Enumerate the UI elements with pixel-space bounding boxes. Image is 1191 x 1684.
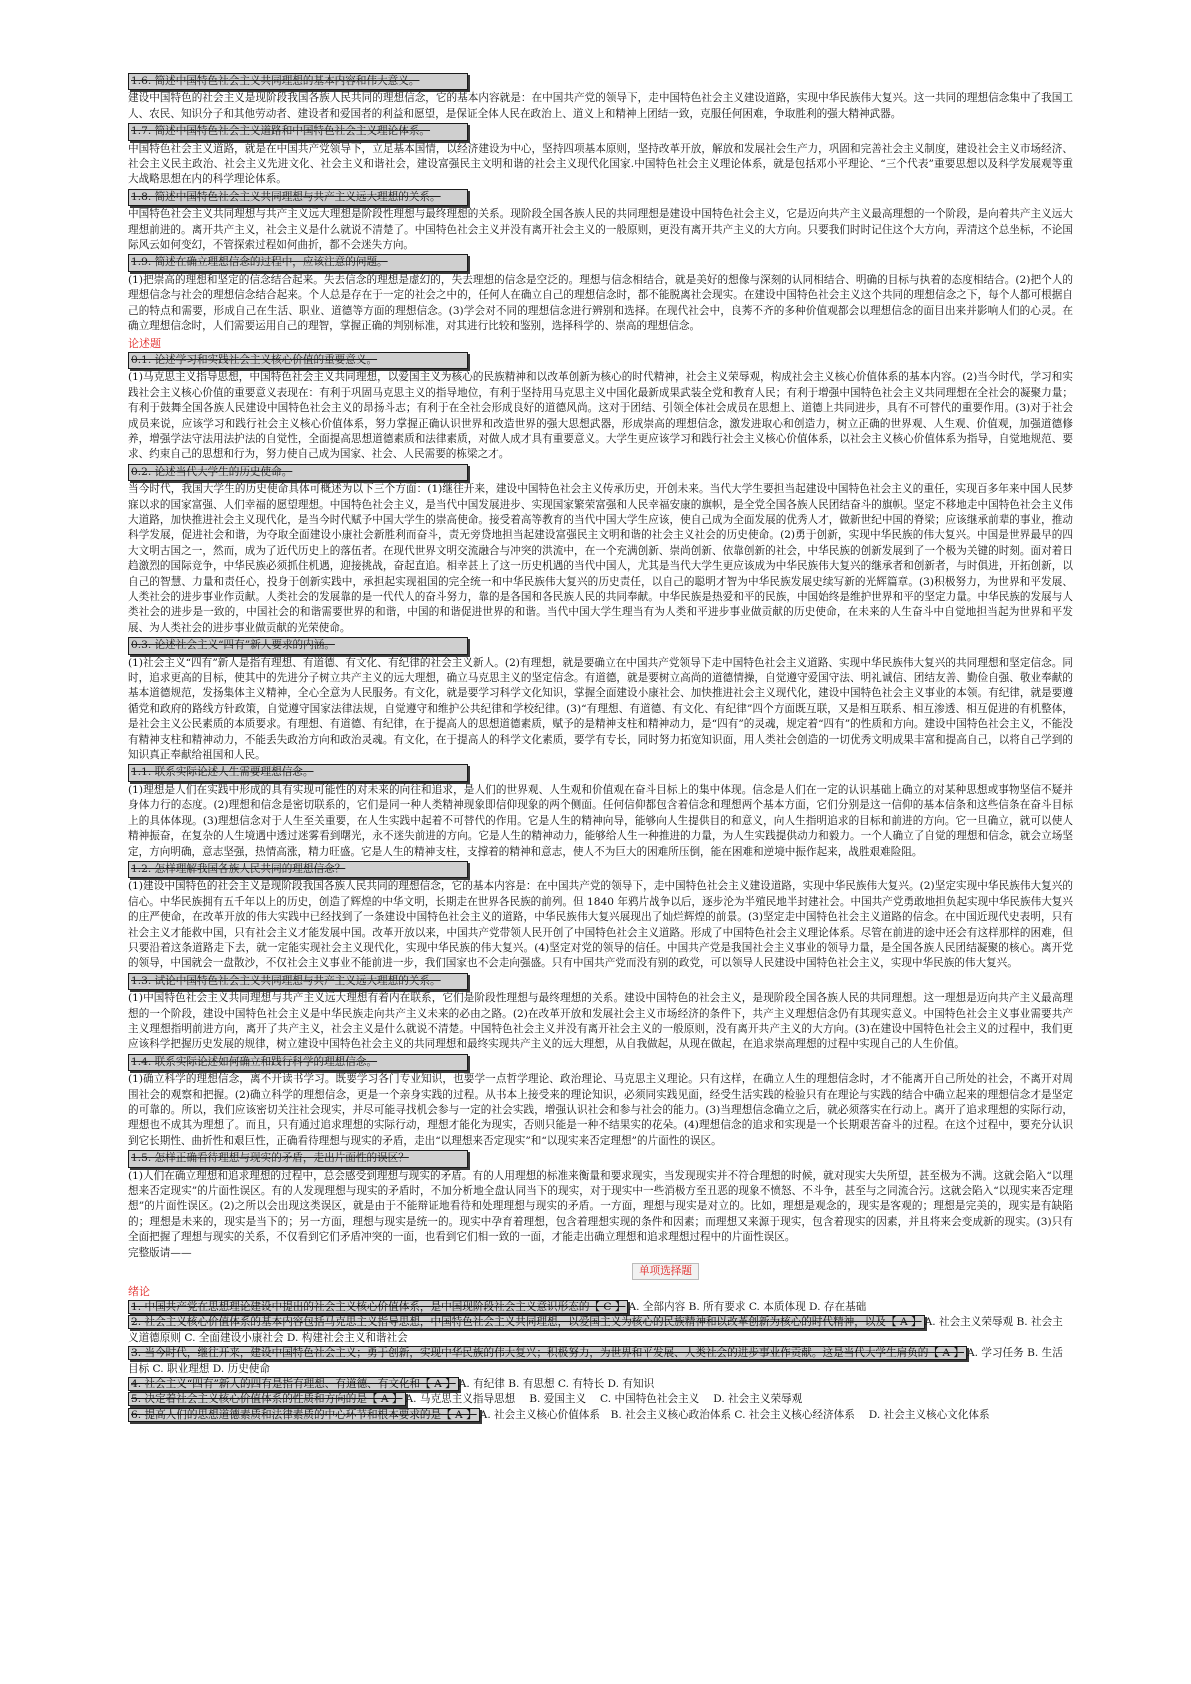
answer-text: (1)中国特色社会主义共同理想与共产主义远大理想有着内在联系，它们是阶段性理想与最终理想的关系。建设中国特色的社会主义，是现阶段全国各族人民的共同理想。这一理想是迈向共产主义最高理想的一个阶段，建设中国特色社会主义是中华民族走向共产主义未来的必由之路。(2)在改革开放和发展社会主义市场经济的条件下，共产主义理想信念仍有其现实意义。中国特色社会主义事业需要共产主义理想指明前进方向，离开了共产主义，社会主义是什么就说不清楚。中国特色社会主义并没有离开社会主义的一般原则，没有离开共产主义的大方向。(3)在建设中国特色社会主义的过程中，我们更应该科学把握历史发展的规律，树立建设中国特色社会主义的共同理想和最终实现共产主义的远大理想，从自我做起，从现在做起，在追求崇高理想的过程中实现自己的人生价值。 bbox=[128, 992, 1073, 1051]
choice-question-4 bbox=[128, 1377, 1073, 1392]
question-options: A. 社会主义核心价值体系 B. 社会主义核心政治体系 C. 社会主义核心经济体系 D. 社会主义核心文化体系 bbox=[479, 1408, 990, 1421]
qa-block-1-1 bbox=[128, 763, 1073, 859]
qa-block-0-2 bbox=[128, 463, 1073, 636]
question-heading: 1.1. 联系实际论述人生需要理想信念。 bbox=[128, 764, 468, 781]
answer-text: 建设中国特色的社会主义是现阶段我国各族人民共同的理想信念，它的基本内容就是：在中国共产党的领导下，走中国特色社会主义建设道路，实现中华民族伟大复兴。这一共同的理想信念集中了我国工人、农民、知识分子和其他劳动者、建设者和爱国者的利益和愿望，是保证全体人民在政治上、道义上和精神上团结一致，克服任何困难，争取胜利的强大精神武器。 bbox=[128, 92, 1073, 120]
question-heading: 1.2. 怎样理解我国各族人民共同的理想信念？ bbox=[128, 861, 468, 878]
qa-block-1-7 bbox=[128, 122, 1073, 188]
question-options: A. 全部内容 B. 所有要求 C. 本质体现 D. 存在基础 bbox=[628, 1300, 867, 1313]
question-stem: 6. 提高人们的思想道德素质和法律素质的中心环节和根本要求的是【 A 】 bbox=[128, 1408, 480, 1422]
answer-text: 中国特色社会主义道路，就是在中国共产党领导下，立足基本国情，以经济建设为中心，坚持四项基本原则，坚持改革开放，解放和发展社会生产力，巩固和完善社会主义制度，建设社会主义市场经济、社会主义民主政治、社会主义先进文化、社会主义和谐社会，建设富强民主文明和谐的社会主义现代化国家.中国特色社会主义理论体系，就是包括邓小平理论、“三个代表”重要思想以及科学发展观等重大战略思想在内的科学理论体系。 bbox=[128, 142, 1073, 186]
question-options: A. 社会主义荣辱观 B. 社会主义道德原则 C. 全面建设小康社会 D. 构建社会主义和谐社会 bbox=[128, 1316, 1063, 1344]
single-choice-title-wrap bbox=[128, 1263, 1073, 1280]
qa-block-1-4 bbox=[128, 1053, 1073, 1149]
question-heading: 0.3. 论述社会主义“四有”新人要求的内涵。 bbox=[128, 637, 468, 654]
full-version-note: 完整版请—— bbox=[128, 1246, 192, 1259]
answer-text: 当今时代，我国大学生的历史使命具体可概述为以下三个方面：(1)继往开来，建设中国特色社会主义传承历史，开创未来。当代大学生要担当起建设中国特色社会主义的重任，实现百多年来中国人民梦寐以求的国家富强、人们幸福的愿望理想。中国特色社会主义，是当代中国发展进步、实现国家繁荣富强和人民幸福安康的旗帜，是全党全国各族人民团结奋斗的旗帜。坚定不移地走中国特色社会主义伟大道路，加快推进社会主义现代化，是当今时代赋予中国大学生的崇高使命。接受着高等教育的当代中国大学生应该，使自己成为全面发展的优秀人才，做新世纪中国的脊梁；应该继承前辈的事业，推动科学发展，促进社会和谐，为夺取全面建设小康社会新胜利而奋斗，责无旁贷地担当起建设富强民主文明和谐的社会主义社会的历史使命。(2)勇于创新，实现中华民族的伟大复兴。中国是世界最早的四大文明古国之一，然而，成为了近代历史上的落伍者。在现代世界文明交流融合与冲突的洪流中，在一个充满创新、崇尚创新、依靠创新的社会，中华民族的创新发展到了一个极为关键的时刻。面对着日趋激烈的国际竞争，中华民族必须抓住机遇，迎接挑战，奋起直追。相幸甚上了这一历史机遇的当代中国人，尤其是当代大学生更应该成为中华民族伟大复兴的继承者和创新者，与时俱进，开拓创新，以自己的智慧、力量和责任心，投身于创新实践中，承担起实现祖国的完全统一和中华民族伟大复兴的历史责任，以自己的聪明才智为中华民族发展史续写新的光辉篇章。(3)积极努力，为世界和平发展、人类社会的进步事业作贡献。人类社会的发展靠的是一代代人的奋斗努力，靠的是各国和各民族人民的共同奉献。中华民族是热爱和平的民族，中国始终是维护世界和平的坚定力量。中华民族的发展与人类社会的进步是一致的，中国社会的和谐需要世界的和谐，中国的和谐促进世界的和谐。当代中国大学生理当有为人类和平进步事业做贡献的历史使命，在未来的人生奋斗中自觉地担当起为世界和平发展、为人类社会的进步事业做贡献的光荣使命。 bbox=[128, 483, 1073, 634]
section-title-introduction: 绪论 bbox=[128, 1285, 150, 1299]
question-heading: 1.5. 怎样正确看待理想与现实的矛盾，走出片面性的误区？ bbox=[128, 1150, 468, 1167]
choice-question-5 bbox=[128, 1392, 1073, 1407]
question-heading: 0.2. 论述当代大学生的历史使命。 bbox=[128, 464, 468, 481]
choice-question-1 bbox=[128, 1300, 1073, 1315]
choice-question-6 bbox=[128, 1408, 1073, 1423]
question-heading: 0.1. 论述学习和实践社会主义核心价值的重要意义。 bbox=[128, 352, 468, 369]
qa-block-0-3 bbox=[128, 636, 1073, 763]
question-heading: 1.9. 简述在确立理想信念的过程中，应该注意的问题。 bbox=[128, 254, 468, 271]
question-stem: 4. 社会主义“四有”新人的四有是指有理想、有道德、有文化和【 A 】 bbox=[128, 1377, 459, 1391]
answer-text: (1)理想是人们在实践中形成的具有实现可能性的对未来的向往和追求，是人们的世界观、人生观和价值观在奋斗目标上的集中体现。信念是人们在一定的认识基础上确立的对某种思想或事物坚信不疑并身体力行的态度。(2)理想和信念是密切联系的，它们是同一种人类精神现象即信仰现象的两个侧面。任何信仰都包含着信念和理想两个基本方面，它们分别是这一信仰的基本信条和这些信条在奋斗目标上的具体体现。(3)理想信念对于人生至关重要，在人生实践中起着不可替代的作用。它是人生的精神向导，能够向人生提供目的和意义，向人生指明追求的目标和前进的方向。它一旦确立，就可以使人精神振奋，在复杂的人生境遇中透过迷雾看到曙光，永不迷失前进的方向。它是人生的精神动力，能够给人生一种推进的力量，为人生实践提供动力和毅力。一个人确立了自觉的理想和信念，就会立场坚定，方向明确，意志坚强，热情高涨，精力旺盛。它是人生的精神支柱，支撑着的精神和意志，使人不为巨大的困难所压倒，能在困难和逆境中振作起来，战胜艰难险阻。 bbox=[128, 783, 1073, 858]
qa-block-1-9 bbox=[128, 253, 1073, 334]
answer-text: 中国特色社会主义共同理想与共产主义远大理想是阶段性理想与最终理想的关系。现阶段全国各族人民的共同理想是建设中国特色社会主义，它是迈向共产主义最高理想的一个阶段，是向着共产主义远大理想前进的。离开共产主义，社会主义是什么就说不清楚了。中国特色社会主义并没有离开社会主义的一般原则，更没有离开共产主义的大方向。只要我们时时记住这个大方向，弄清这个总坐标，不论国际风云如何变幻，不管探索过程如何曲折，都不会迷失方向。 bbox=[128, 208, 1073, 252]
qa-block-1-8 bbox=[128, 188, 1073, 254]
question-heading: 1.6. 简述中国特色社会主义共同理想的基本内容和伟大意义。 bbox=[128, 73, 468, 90]
question-stem: 2. 社会主义核心价值体系的基本内容包括马克思主义指导思想，中国特色社会主义共同理想，以爱国主义为核心的民族精神和以改革创新为核心的时代精神，以及【 A 】 bbox=[128, 1315, 925, 1329]
question-heading: 1.8. 简述中国特色社会主义共同理想与共产主义远大理想的关系。 bbox=[128, 189, 468, 206]
qa-block-1-3 bbox=[128, 972, 1073, 1053]
single-choice-title: 单项选择题 bbox=[632, 1263, 699, 1280]
choice-question-3 bbox=[128, 1346, 1073, 1377]
question-heading: 1.4. 联系实际论述如何确立和践行科学的理想信念。 bbox=[128, 1054, 468, 1071]
answer-text: (1)人们在确立理想和追求理想的过程中，总会感受到理想与现实的矛盾。有的人用理想的标准来衡量和要求现实，当发现现实并不符合理想的时候，就对现实大失所望，甚至极为不满。这就会陷入“以理想来否定现实”的片面性误区。有的人发现理想与现实的矛盾时，不加分析地全盘认同当下的现实，对于现实中一些消极方至丑恶的现象不愤怒、不斗争，甚至与之同流合污。这就会陷入“以现实来否定理想”的片面性误区。(2)之所以会出现这类误区，就是由于不能辩证地看待和处理理想与现实的矛盾。一方面，理想与现实是对立的。比如，理想是观念的，现实是客观的；理想是完美的，现实是有缺陷的；理想是未来的，现实是当下的；另一方面，理想与现实是统一的。现实中孕育着理想，包含着理想实现的条件和因素；而理想又来源于现实，包含着现实的因素，并且将来会变成新的现实。(3)只有全面把握了理想与现实的关系，不仅看到它们矛盾冲突的一面，也看到它们相一致的一面，才能走出确立理想和追求理想过程中的片面性误区。 bbox=[128, 1169, 1073, 1244]
qa-block-1-6 bbox=[128, 72, 1073, 122]
answer-text: (1)建设中国特色的社会主义是现阶段我国各族人民共同的理想信念，它的基本内容是：在中国共产党的领导下，走中国特色社会主义建设道路，实现中华民族伟大复兴。(2)坚定实现中华民族伟大复兴的信心。中华民族拥有五千年以上的历史，创造了辉煌的中华文明，长期走在世界各民族的前列。但 1840 年鸦片战争以后，逐步沦为半殖民地半封建社会。中国共产党勇敢地担负起实现中华民族伟大复兴的庄严使命，在改革开放的伟大实践中已经找到了一条建设中国特色社会主义的道路，中华民族伟大复兴展现出了灿烂辉煌的前景。(3)坚定走中国特色社会主义道路的信念。在中国近现代史表明，只有社会主义才能救中国，只有社会主义才能发展中国。改革开放以来，中国共产党带领人民开创了中国特色社会主义道路。形成了中国特色社会主义理论体系。尽管在前进的途中还会有这样那样的困难，但只要沿着这条道路走下去，就一定能实现社会主义现代化，实现中华民族的伟大复兴。(4)坚定对党的领导的信任。中国共产党是我国社会主义事业的领导力量，是全国各族人民团结凝聚的核心。离开党的领导，中国就会一盘散沙，不仅社会主义事业不能前进一步，我们国家也不会走向强盛。只有中国共产党而没有别的政党，可以领导人民建设中国特色社会主义，实现中华民族的伟大复兴。 bbox=[128, 880, 1073, 970]
question-stem: 5. 决定着社会主义核心价值体系的性质和方向的是【 A 】 bbox=[128, 1392, 406, 1406]
qa-block-0-1 bbox=[128, 351, 1073, 463]
answer-text: (1)社会主义“四有”新人是指有理想、有道德、有文化、有纪律的社会主义新人。(2)有理想，就是要确立在中国共产党领导下走中国特色社会主义道路、实现中华民族伟大复兴的共同理想和坚定信念。同时，追求更高的目标，使其中的先进分子树立共产主义的远大理想，确立马克思主义的坚定信念。有道德，就是要树立高尚的道德情操，自觉遵守爱国守法、明礼诚信、团结友善、勤俭自强、敬业奉献的基本道德规范，发扬集体主义精神，全心全意为人民服务。有文化，就是要学习科学文化知识，掌握全面建设小康社会、加快推进社会主义现代化，建设中国特色社会主义事业的本领。有纪律，就是要遵循党和政府的路线方针政策，自觉遵守国家法律法规，自觉遵守和维护公共纪律和学校纪律。(3)“有理想、有道德、有文化、有纪律”四个方面既互联，又是相互联系、相互渗透、相互促进的有机整体，是社会主义公民素质的本质要求。有理想、有道德、有纪律，在于提高人的思想道德素质，赋予的是精神支柱和精神动力，是“四有”的灵魂，规定着“四有”的性质和方向。建设中国特色社会主义，不能没有精神支柱和精神动力，不能丢失政治方向和政治灵魂。有文化，在于提高人的科学文化素质，要学有专长，同时努力拓宽知识面，用人类社会创造的一切优秀文明成果丰富和提高自己，以将自己学到的知识真正奉献给祖国和人民。 bbox=[128, 656, 1073, 762]
question-options: A. 马克思主义指导思想 B. 爱国主义 C. 中国特色社会主义 D. 社会主义荣辱观 bbox=[405, 1393, 803, 1406]
question-stem: 1. 中国共产党在思想理论建设中提出的社会主义核心价值体系，是中国现阶段社会主义意识形态的【 C 】 bbox=[128, 1300, 628, 1314]
question-heading: 1.3. 试论中国特色社会主义共同理想与共产主义远大理想的关系。 bbox=[128, 973, 468, 990]
question-heading: 1.7. 简述中国特色社会主义道路和中国特色社会主义理论体系。 bbox=[128, 123, 468, 140]
answer-text: (1)把崇高的理想和坚定的信念结合起来。失去信念的理想是虚幻的，失去理想的信念是空泛的。理想与信念相结合，就是美好的想像与深刻的认同相结合、明确的目标与执着的态度相结合。(2)把个人的理想信念与社会的理想信念结合起来。个人总是存在于一定的社会之中的，任何人在确立自己的理想信念时，都不能脱离社会现实。在建设中国特色社会主义这个共同的理想信念之下，每个人都可根据自己的特点和需要，形成自己在生活、职业、道德等方面的理想信念。(3)学会对不同的理想信念进行辨别和选择。在现代社会中，良莠不齐的多种价值观都会以理想信念的面目出来并影响人们的心灵。在确立理想信念时，人们需要运用自己的理智，掌握正确的判别标准，对其进行比较和鉴别，选择科学的、崇高的理想信念。 bbox=[128, 273, 1073, 333]
section-title-essay: 论述题 bbox=[128, 336, 161, 350]
question-stem: 3. 当今时代，继往开来，建设中国特色社会主义；勇于创新，实现中华民族的伟大复兴；积极努力，为世界和平发展、人类社会的进步事业作贡献。这是当代大学生肩负的【 A 】 bbox=[128, 1346, 967, 1360]
question-options: A. 学习任务 B. 生活目标 C. 职业理想 D. 历史使命 bbox=[128, 1347, 1063, 1375]
qa-block-1-5 bbox=[128, 1149, 1073, 1245]
answer-text: (1)确立科学的理想信念，离不开读书学习。既要学习各门专业知识，也要学一点哲学理论、政治理论、马克思主义理论。只有这样，在确立人生的理想信念时，才不能离开自己所处的社会，不离开对周围社会的观察和把握。(2)确立科学的理想信念，更是一个亲身实践的过程。从书本上接受来的理论知识，必须同实践见面，经受生活实践的检验只有在理论与实践的结合中确立起来的理想信念才是坚定的可靠的。所以，我们应该密切关注社会现实，并尽可能寻找机会参与一定的社会实践，增强认识社会和参与社会的能力。(3)当理想信念确立之后，就必须落实在行动上。离开了追求理想的实际行动，理想也不成其为理想了。而且，只有通过追求理想的实际行动，理想才能化为现实，否则只能是一种不结果实的花朵。(4)理想信念的追求和实现是一个长期艰苦奋斗的过程。在这个过程中，要充分认识到它长期性、曲折性和艰巨性，正确看待理想与现实的矛盾，走出“以理想来否定现实”和“以现实来否定理想”的片面性的误区。 bbox=[128, 1073, 1073, 1147]
qa-block-1-2 bbox=[128, 860, 1073, 972]
question-options: A. 有纪律 B. 有思想 C. 有特长 D. 有知识 bbox=[458, 1377, 655, 1390]
choice-question-2 bbox=[128, 1315, 1073, 1346]
answer-text: (1)马克思主义指导思想，中国特色社会主义共同理想，以爱国主义为核心的民族精神和以改革创新为核心的时代精神，社会主义荣辱观，构成社会主义核心价值体系的基本内容。(2)当今时代，学习和实践社会主义核心价值的重要意义表现在：有利于巩固马克思主义的指导地位，有利于坚持用马克思主义中国化最新成果武装全党和教育人民；有利于增强中国特色社会主义共同理想在全社会的凝聚力量；有利于鼓舞全国各族人民建设中国特色社会主义的昂扬斗志；有利于在全社会形成良好的道德风尚。这对于团结、引领全体社会成员在思想上、道德上共同进步，具有不可替代的重要作用。(3)对于社会成员来说，应该学习和践行社会主义核心价值体系，努力掌握正确认识世界和改造世界的强大思想武器，形成崇高的理想信念，激发进取心和创造力，树立正确的世界观、人生观、价值观，加强道德修养，增强学法守法用法护法的自觉性，全面提高思想道德素质和法律素质，对做人成才具有重要意义。大学生更应该学习和践行社会主义核心价值体系，以社会主义核心价值体系为指导，自觉地规范、要求、约束自己的思想和行为，努力使自己成为国家、社会、人民需要的栋梁之才。 bbox=[128, 371, 1073, 461]
